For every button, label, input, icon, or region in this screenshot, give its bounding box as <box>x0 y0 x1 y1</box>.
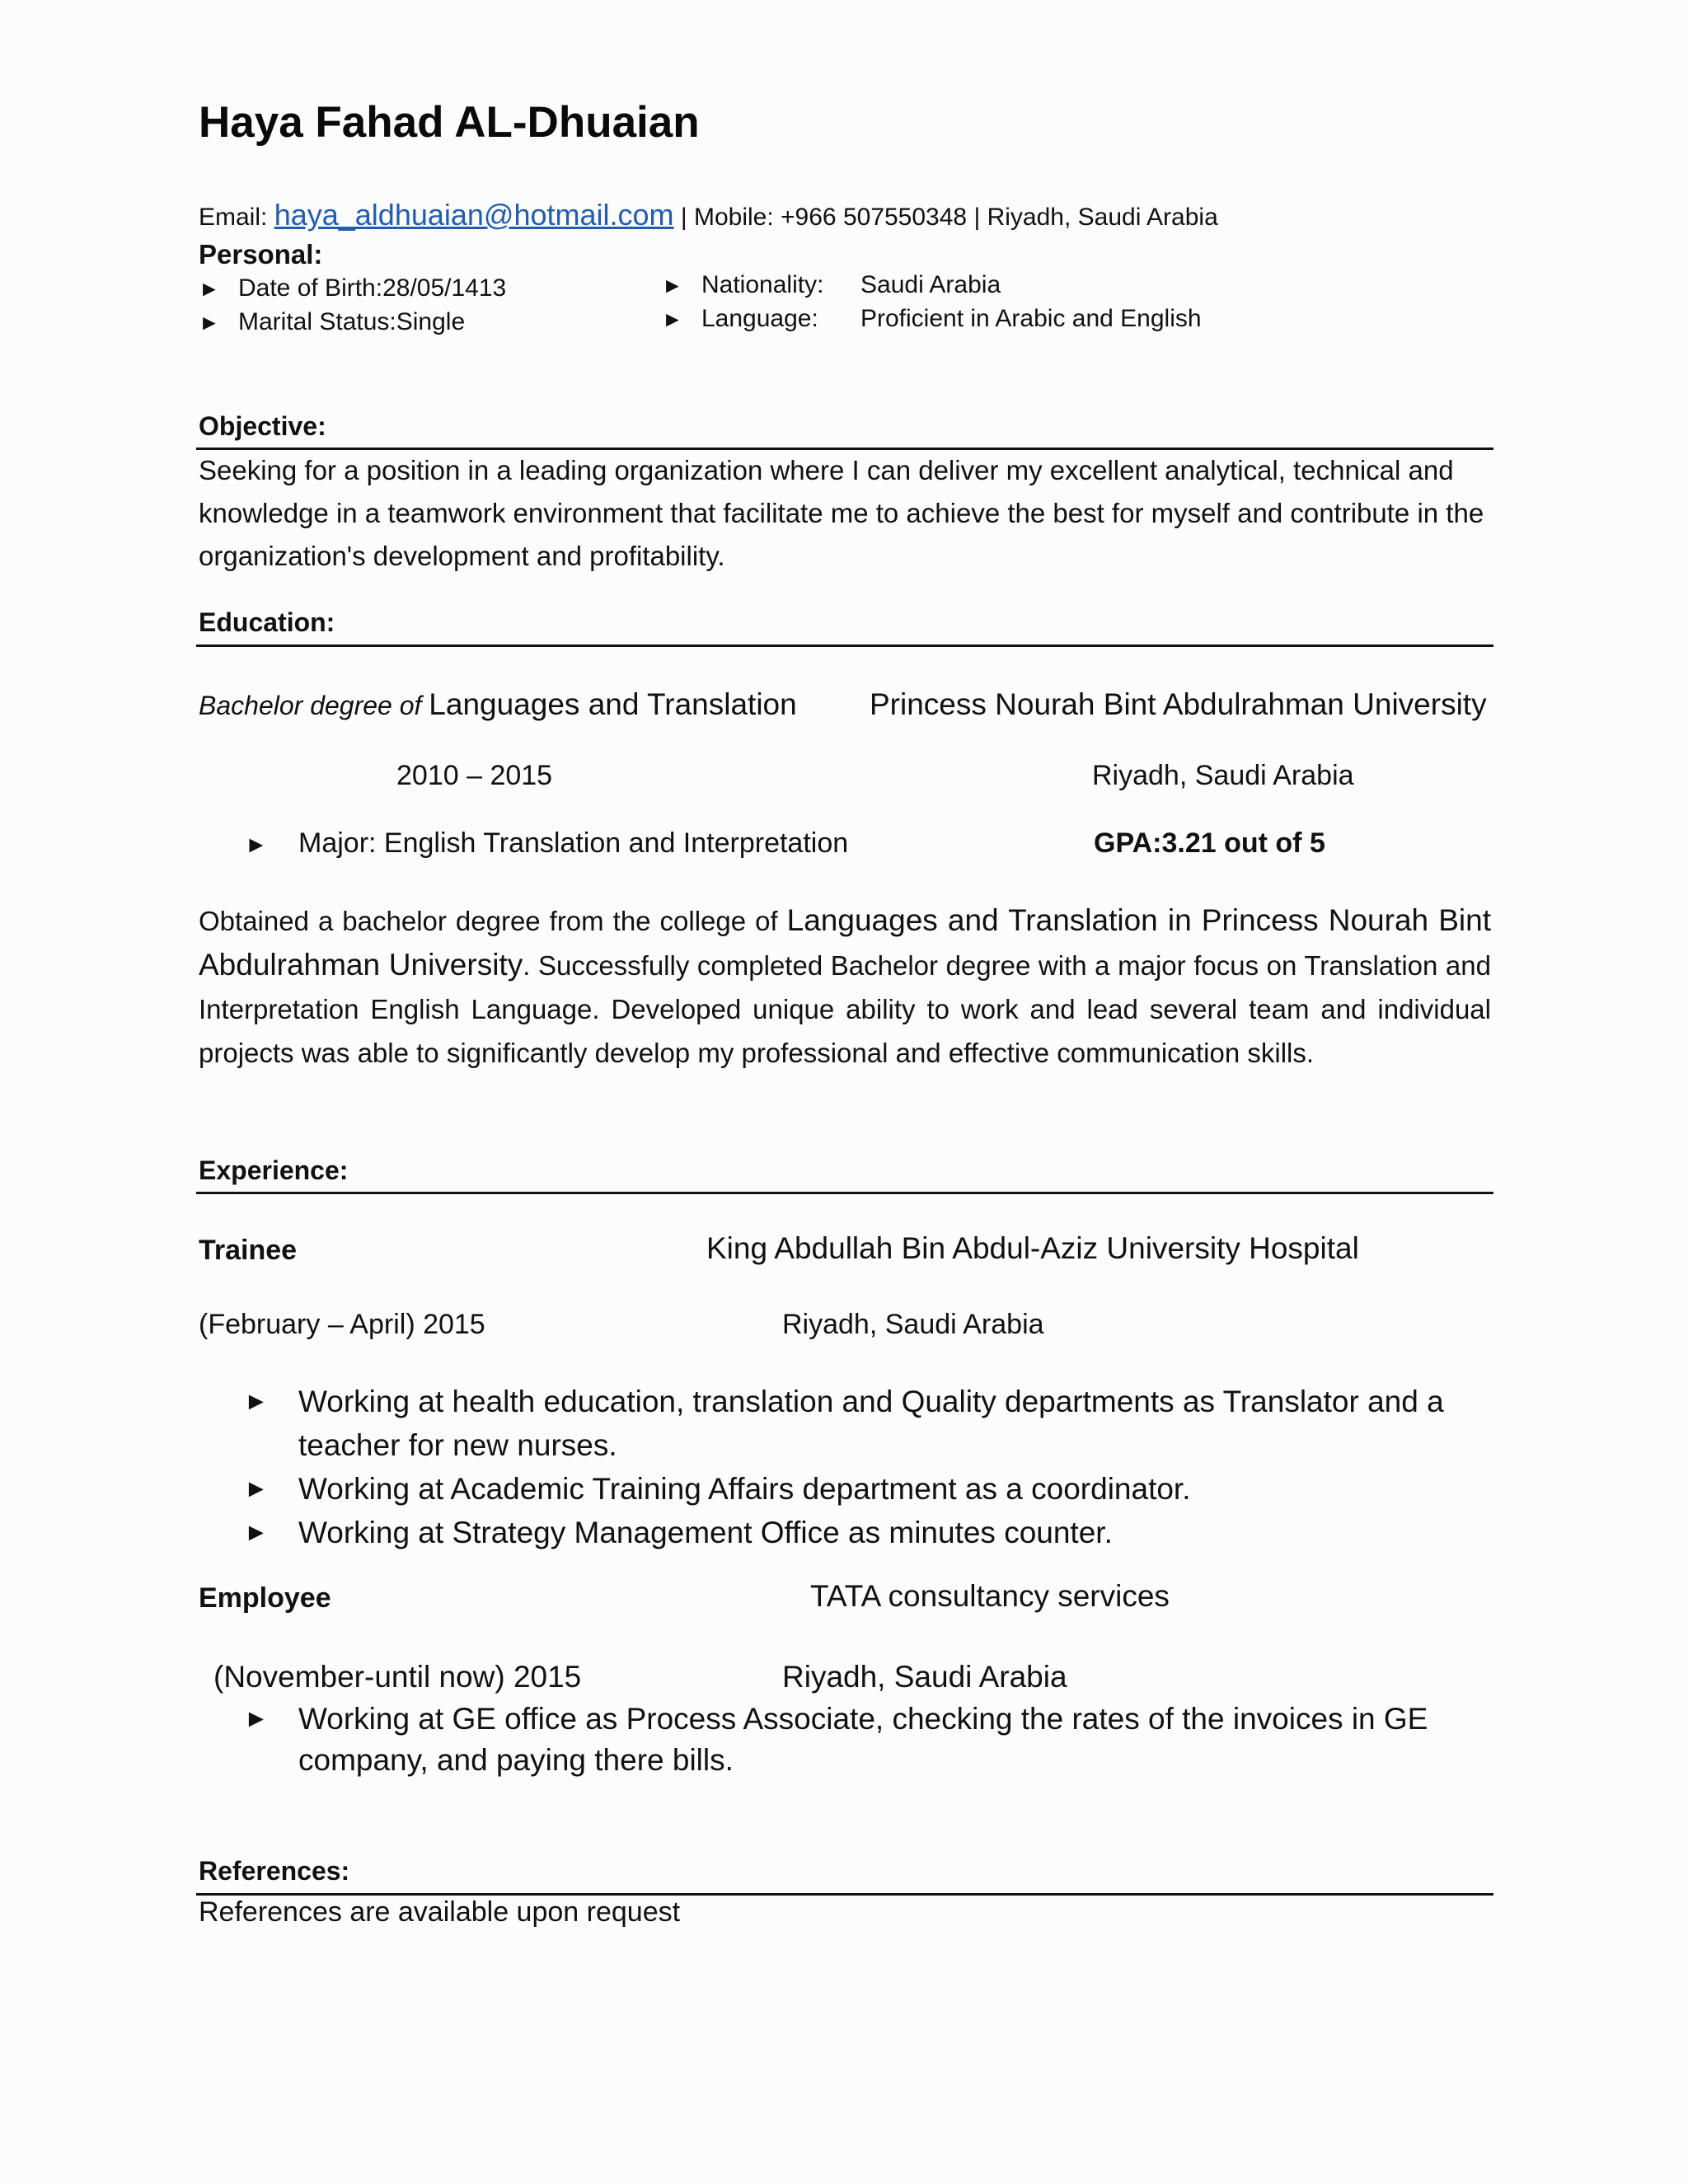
objective-heading: Objective: <box>199 411 326 441</box>
education-heading: Education: <box>199 607 335 637</box>
references-heading: References: <box>199 1856 350 1886</box>
education-major <box>245 827 848 860</box>
email-link[interactable]: haya_aldhuaian@hotmail.com <box>274 198 674 232</box>
bullet-arrow-icon: ► <box>245 832 268 857</box>
bullet-text: Working at Strategy Management Office as minutes counter. <box>298 1516 1113 1549</box>
dob-text: Date of Birth:28/05/1413 <box>238 274 507 302</box>
bullet-arrow-icon: ► <box>244 1475 269 1502</box>
marital-text: Marital Status:Single <box>238 308 466 335</box>
personal-marital <box>199 308 465 336</box>
degree-title <box>199 687 797 722</box>
personal-dob <box>199 274 506 302</box>
bullet-text: Working at Academic Training Affairs department as a coordinator. <box>298 1472 1191 1506</box>
experience-heading: Experience: <box>199 1155 349 1185</box>
job-title: Employee <box>199 1582 331 1614</box>
job-bullets <box>244 1699 1489 1781</box>
objective-text: Seeking for a position in a leading organization where I can deliver my excellent analytical, technical and knowledge in a teamwork environment that facilitate me to achieve the best for myself and contribute in the organization's development and profitability. <box>199 455 1484 571</box>
bullet-arrow-icon: ► <box>244 1388 269 1415</box>
job-title: Trainee <box>199 1235 298 1266</box>
references-text: References are available upon request <box>199 1896 681 1928</box>
job-organization: King Abdullah Bin Abdul-Aziz University Hospital <box>706 1231 1359 1265</box>
language-label: Language: <box>701 305 818 332</box>
personal-language <box>662 305 1202 333</box>
email-label: Email: <box>199 204 274 231</box>
personal-nationality <box>662 271 1001 299</box>
education-location: Riyadh, Saudi Arabia <box>1092 760 1354 791</box>
bullet-arrow-icon: ► <box>662 273 683 298</box>
job-period: (February – April) 2015 <box>199 1309 485 1340</box>
job-organization: TATA consultancy services <box>810 1579 1170 1613</box>
candidate-name: Haya Fahad AL-Dhuaian <box>199 98 700 147</box>
bullet-text: Working at health education, translation and Quality departments as Translator and a teacher for new nurses. <box>298 1385 1444 1462</box>
list-item <box>244 1380 1489 1467</box>
bullet-text: Working at GE office as Process Associate, checking the rates of the invoices in GE company, and paying there bills. <box>298 1702 1428 1777</box>
contact-line <box>199 198 1218 232</box>
job-bullets <box>244 1380 1489 1554</box>
bullet-arrow-icon: ► <box>244 1519 269 1546</box>
bullet-arrow-icon: ► <box>662 307 683 331</box>
job-location: Riyadh, Saudi Arabia <box>782 1660 1067 1694</box>
list-item <box>244 1511 1489 1554</box>
degree-field: Languages and Translation <box>429 687 797 721</box>
list-item <box>244 1467 1489 1511</box>
degree-prefix: Bachelor degree of <box>199 691 429 720</box>
personal-heading: Personal: <box>199 239 323 269</box>
education-desc-part1: Obtained a bachelor degree from the college of <box>199 906 787 936</box>
education-gpa: GPA:3.21 out of 5 <box>1094 827 1325 859</box>
section-divider <box>196 644 1493 647</box>
contact-details: | Mobile: +966 507550348 | Riyadh, Saudi Arabia <box>673 204 1218 231</box>
university-name: Princess Nourah Bint Abdulrahman University <box>870 687 1487 721</box>
education-description <box>199 898 1491 1075</box>
education-desc-part3: . Successfully completed Bachelor degree with a major focus on Translation and Interpretation English Language. Developed unique ability to work and lead several team and individual projects was able to significantly develop my professional and effective communication skills. <box>199 950 1491 1068</box>
education-years: 2010 – 2015 <box>396 760 553 791</box>
nationality-label: Nationality: <box>701 271 824 298</box>
job-location: Riyadh, Saudi Arabia <box>782 1309 1044 1340</box>
job-period: (November-until now) 2015 <box>213 1660 582 1694</box>
section-divider <box>196 1192 1493 1194</box>
bullet-arrow-icon: ► <box>199 310 220 335</box>
language-value: Proficient in Arabic and English <box>860 305 1202 332</box>
bullet-arrow-icon: ► <box>244 1705 269 1732</box>
major-text: Major: English Translation and Interpretation <box>298 827 849 859</box>
list-item <box>244 1699 1489 1781</box>
section-divider <box>196 1893 1493 1896</box>
nationality-value: Saudi Arabia <box>860 271 1001 298</box>
education-desc-part2: Languages and Translation in Princess Nourah Bint Abdulrahman University <box>199 903 1491 982</box>
bullet-arrow-icon: ► <box>199 276 220 301</box>
